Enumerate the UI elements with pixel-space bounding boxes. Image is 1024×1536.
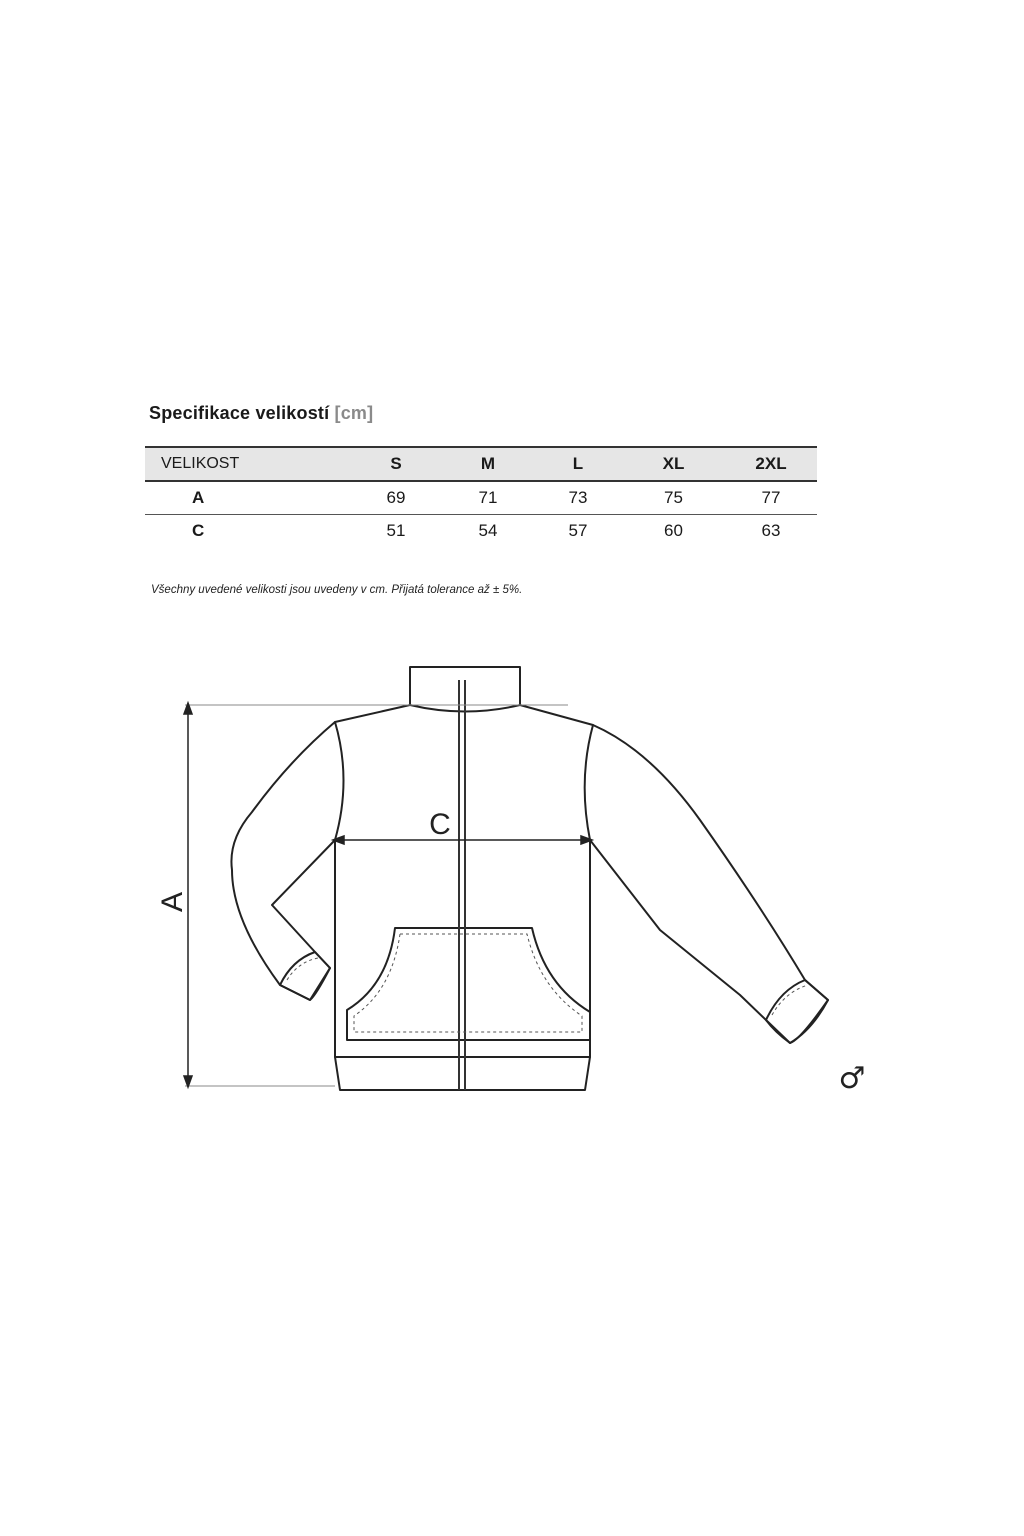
row-label: A xyxy=(145,481,350,515)
header-cell-2xl: 2XL xyxy=(725,447,817,481)
table-cell: 51 xyxy=(386,521,406,540)
left-sleeve-outline xyxy=(231,722,335,1000)
dimension-a-arrow-bottom xyxy=(184,1076,192,1087)
dimension-c-label: C xyxy=(429,808,451,841)
dimension-a-label: A xyxy=(156,891,189,913)
pocket-outline xyxy=(347,928,590,1040)
table-cell: 60 xyxy=(664,521,683,540)
table-cell: 63 xyxy=(761,521,781,540)
table-cell: 71 xyxy=(442,481,534,515)
table-cell: 73 xyxy=(534,481,622,515)
header-cell-xl: XL xyxy=(622,447,725,481)
pocket-stitch xyxy=(354,934,582,1032)
right-sleeve-outline xyxy=(590,725,828,1043)
title-unit: [cm] xyxy=(334,403,374,423)
table-cell: 69 xyxy=(350,481,442,515)
cuff-stitch xyxy=(287,958,318,980)
header-cell-l: L xyxy=(534,447,622,481)
tolerance-note: Všechny uvedené velikosti jsou uvedeny v cm. Přijatá tolerance až ± 5%. xyxy=(151,584,523,596)
table-cell: 75 xyxy=(622,481,725,515)
header-cell-s: S xyxy=(350,447,442,481)
waistband-outline xyxy=(335,1057,590,1090)
title-text: Specifikace velikostí xyxy=(149,403,330,423)
table-cell: 77 xyxy=(725,481,817,515)
table-cell: 57 xyxy=(568,521,588,540)
male-symbol-icon: ♂ xyxy=(838,1061,866,1096)
table-cell: 54 xyxy=(478,521,498,540)
header-cell-m: M xyxy=(442,447,534,481)
row-label: C xyxy=(192,521,205,540)
left-cuff-outline xyxy=(280,952,330,1000)
header-cell-size: VELIKOST xyxy=(145,447,350,481)
